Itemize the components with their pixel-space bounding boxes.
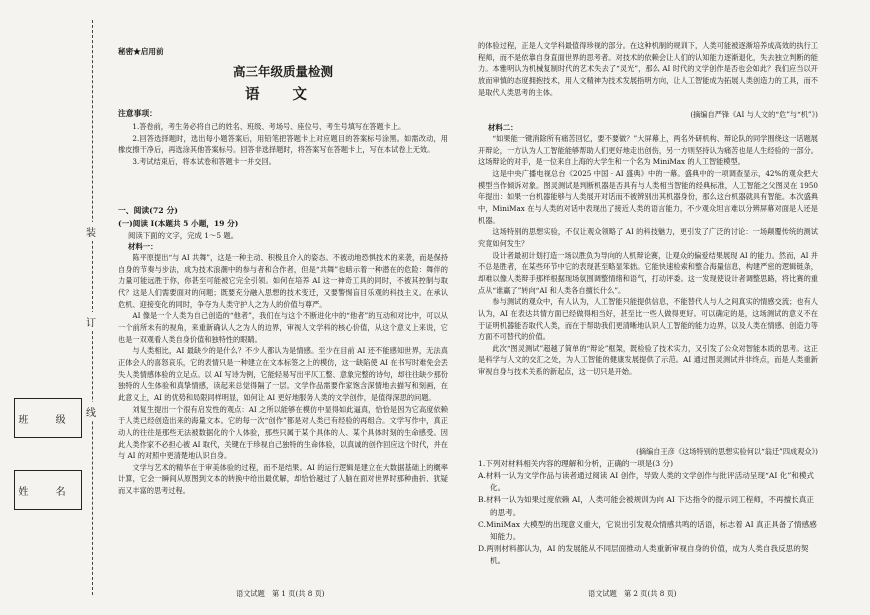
note-item: 2.回答选择题时，选出每小题答案后，用铅笔把答题卡上对应题目的答案标号涂黑。如需改动，用橡皮擦干净后，再选涂其他答案标号。回答非选择题时，将答案写在答题卡上，写在本试卷上无效。 xyxy=(118,133,448,155)
material-two-label: 材料二： xyxy=(488,123,518,132)
page-two-column xyxy=(478,0,818,615)
binding-margin xyxy=(0,0,118,615)
question-stem: 1.下列对材料相关内容的理解和分析，正确的一项是(3 分) xyxy=(478,459,674,468)
page-one-footer: 语文试题 第 1 页(共 8 页) xyxy=(236,589,325,598)
page-one-column xyxy=(118,0,448,615)
exam-title: 高三年级质量检测 xyxy=(232,64,333,79)
paragraph: 的体验过程，正是人文学科最值得珍视的部分。在这种机制的规训下，人类可能被逐渐培养成高效的执行工程师，而不是依靠自身直面世界的思考者。对技术的依赖会让人们的认知能力逐渐退化，失去独立判断的能力。本雅明认为机械复制时代的艺术失去了“灵光”，那么 AI 时代的文学创作是否也会如此？我们应当以开放而审慎的态度拥抱技术，用人文精神为技术发展指明方向，让人工智能成为拓展人类创造力的工具，而不是取代人类思考的主体。 xyxy=(478,41,818,97)
margin-word-zhuang: 装 xyxy=(86,222,96,241)
reading-instruction: 阅读下面的文字，完成 1～5 题。 xyxy=(128,231,239,240)
note-item: 3.考试结束后，将本试卷和答题卡一并交回。 xyxy=(132,156,276,166)
paragraph: AI 像是一个人类为自己创造的“他者”，我们在与这个不断进化中的“他者”的互动和对比中，可以从一个前所未有的视角，来重新确认人之为人的边界，审视人文学科的核心价值，从这个意义上来说，它也是一双观看人类自身价值和独特性的眼睛。 xyxy=(118,311,448,344)
paragraph: 设计者最初计划打造一场以胜负为导向的人机辩论赛，让观众的偏爱结果展现 AI 的能力。然而，AI 并不总是胜者，在某些环节中它的表现甚至略显笨拙。它能快速检索和整合海量信息，构建严密的逻辑链条，却难以像人类辩手那样根据现场氛围调整情绪和语气，打动评委。这一发现使设计者调整思路，将比赛的重点从“谁赢了”转向“AI 和人类各自擅长什么”。 xyxy=(478,250,818,295)
paragraph: 陈平原提出“与 AI 共舞”，这是一种主动、积极且介入的姿态。不被动地恐惧技术的来袭，而是保持自身的节奏与步法，成为技术浪潮中的参与者和合作者，但是“共舞”也暗示着一种潜在的危险：舞伴的力量可能远胜于你，你甚至可能被它完全引领。如何在培养 AI 这一神奇工具的同时，不被其控制与取代？这是人们需要面对的问题；既要充分融入思想的技术变迁，又要警惕盲目乐观的科技主义。在承认危机、迎接变化的同时，争夺为人类守护人之为人的价值与尊严。 xyxy=(118,253,448,309)
option-c[interactable]: C.MiniMax 大模型的出现意义重大，它说出引发观众情感共鸣的话语，标志着 AI 真正具备了情感感知能力。 xyxy=(478,519,817,541)
paragraph: 此次“图灵测试”超越了简单的“辩论”框架，既检验了技术实力，又引发了公众对智能本质的思考。这正是科学与人文的交汇之处，为人工智能的健康发展提供了示范。AI 通过图灵测试并非终点，而是人类重新审视自身与技术关系的新起点，这一切只是开始。 xyxy=(478,343,818,377)
material-one-text xyxy=(118,252,448,497)
margin-word-ding: 订 xyxy=(86,312,96,331)
notes-heading: 注意事项： xyxy=(118,109,157,118)
margin-word-xian: 线 xyxy=(86,402,96,421)
subject-title: 语 文 xyxy=(244,86,322,103)
confidential-mark: 秘密★启用前 xyxy=(118,47,164,56)
material-one-label: 材料一： xyxy=(128,242,158,251)
paragraph: “如果能一键消除所有痛苦回忆，要不要做？”大屏幕上，两名外研机构、辩论队的同学围绕这一话题展开辩论，一方认为人工智能能够帮助人们更好地走出创伤，另一方则坚持认为痛苦也是人生经验的一部分。这场辩论的对手，是一位来自上海的大学生和一个名为 MiniMax 的人工智能模型。 xyxy=(478,134,818,167)
option-a[interactable]: A.材料一认为文学作品与读者通过阅读 AI 创作，导致人类的文学创作与批评活动呈现“AI 化”和模式化。 xyxy=(478,471,815,493)
paragraph: 文学与艺术的精华在于审美体验的过程，而不是结果。AI 的运行逻辑是建立在大数据基础上的概率计算，它会一瞬间从原图到文本的转换中给出最优解，却恰恰越过了人脑在面对世界时那种曲折、犹疑而又丰富的思考过程。 xyxy=(118,462,448,496)
notes-list xyxy=(118,121,448,168)
section-heading: 一、阅读(72 分) xyxy=(118,206,178,215)
page-two-footer: 语文试题 第 2 页(共 8 页) xyxy=(588,589,677,598)
class-field[interactable]: 班 级 xyxy=(14,398,82,438)
binding-dashed-line xyxy=(92,20,93,595)
paragraph: 这是中央广播电视总台《2025 中国 · AI 盛典》中的一幕。盛典中的一项调查显示，42%的观众把大模型当作倾诉对象。图灵测试是判断机器是否具有与人类相当智能的经典标准，人工智能之父图灵在 1950 年提出：如果一台机器能够与人类展开对话而不被辨别出其机器身份，那么这台机器就具有智能。本次盛典中，MiniMax 在与人类的对话中表现出了接近人类的语言能力，不少观众坦言难以分辨屏幕对面是人还是机器。 xyxy=(478,168,818,225)
paragraph: 这场特别的思想实验，不仅让观众领略了 AI 的科技魅力，更引发了广泛的讨论：一场颠覆传统的测试究竟如何发生？ xyxy=(478,227,818,248)
option-d[interactable]: D.两则材料都认为，AI 的发展能从不同层面推动人类重新审视自身的价值，成为人类自我反思的契机。 xyxy=(478,543,809,566)
material-one-continued xyxy=(478,40,818,98)
source-citation: (摘编自严锋《AI 与人文的“危”与“机”》) xyxy=(690,110,818,119)
note-item: 1.答卷前，考生务必将自己的姓名、班级、考场号、座位号、考生号填写在答题卡上。 xyxy=(132,122,406,131)
name-field[interactable]: 姓 名 xyxy=(14,470,82,510)
subsection-heading: (一)阅读 Ⅰ(本题共 5 小题，19 分) xyxy=(118,219,239,228)
source-citation: (摘编自王彦《这场特别的思想实验何以“翁迁”四成观众》) xyxy=(636,447,818,456)
paragraph: 参与测试的观众中，有人认为，人工智能只能提供信息，不能替代人与人之间真实的情感交流；也有人认为，AI 在表达共情方面已经做得相当好，甚至比一些人做得更好。可以确定的是，这场测试的意义不在于证明机器能否取代人类，而在于帮助我们更清晰地认识人工智能的能力边界，以及人类在情感、创造力等方面不可替代的价值。 xyxy=(478,297,818,342)
material-two-text xyxy=(478,133,818,378)
option-b[interactable]: B.材料一认为如果过度依赖 AI，人类可能会被规训为向 AI 下达指令的提示词工程师，不再擅长真正的思考。 xyxy=(478,495,814,517)
question-one xyxy=(478,458,818,567)
paragraph: 与人类相比，AI 最缺少的是什么？不少人都认为是情感。至少在目前 AI 还不能感知世界，无法真正体会人的喜怒哀乐，它的表情只是一种建立在文本标签之上的模仿，这一缺陷使 AI 在书写时难免会丢失人类情感体验的立足点。以 AI 写诗为例，它能轻易写出平仄工整、意象完整的诗句，却往往缺少那份独特的人生体验和真挚情感，读起来总觉得隔了一层。文学作品需要作家饱含深情地去描写和刻画，在此意义上，AI 的优势和局限同样明显，如何让 AI 更好地服务人类的文学创作，是值得深思的问题。 xyxy=(118,346,448,402)
paragraph: 刘复生提出一个很有启发性的观点：AI 之所以能够在模仿中显得如此逼真，恰恰是因为它高度依赖于人类已经创造出来的海量文本。它的每一次“创作”都是对人类已有经验的再组合。文学写作中，真正动人的往往是那些无法被数据化的个人体验，那些只属于某个具体的人、某个具体时刻的生命感受。因此人类作家不必担心被 AI 取代，关键在于珍视自己独特的生命体验，以真诚的创作回应这个时代，并在与 AI 的对照中更清楚地认识自身。 xyxy=(118,404,448,461)
